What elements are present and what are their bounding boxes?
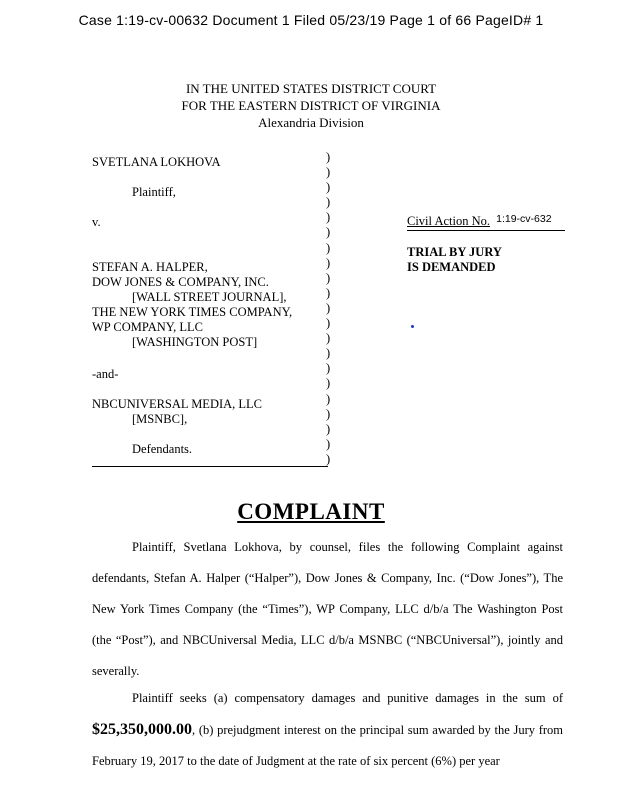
paragraph-1-text: Plaintiff, Svetlana Lokhova, by counsel, files the following Complaint against defendants, Stefan A. Halper (“Halper”), Dow Jones & Company, Inc. (“Dow Jones”), The New York Times Company (the “Times”), WP Company, LLC d/b/a The Washington Post (the “Post”), and NBCUniversal Media, LLC d/b/a MSNBC (“NBCUniversal”), jointly and severally. [92,540,563,678]
jury-demand [407,245,502,275]
versus-label: v. [92,215,101,229]
civil-action-rule [407,230,565,231]
court-district-line: FOR THE EASTERN DISTRICT OF VIRGINIA [181,98,441,113]
caption-paren: ) [326,300,331,315]
caption-paren: ) [326,376,331,391]
jury-demand-line1: TRIAL BY JURY [407,245,502,259]
caption-paren: ) [326,391,331,406]
case-header-stamp: Case 1:19-cv-00632 Document 1 Filed 05/23/19 Page 1 of 66 PageID# 1 [78,12,544,28]
paragraph-2-intro: Plaintiff seeks (a) compensatory damages and punitive damages in the sum of [132,691,563,705]
court-name-line: IN THE UNITED STATES DISTRICT COURT [185,81,437,96]
jury-demand-line2: IS DEMANDED [407,260,496,274]
plaintiff-label: Plaintiff, [132,185,176,199]
caption-bottom-rule [92,466,328,467]
defendant-wp: WP COMPANY, LLC [92,320,204,334]
caption-paren: ) [326,316,331,331]
civil-action-case-number: 1:19-cv-632 [496,213,552,225]
caption-paren: ) [326,150,331,164]
and-label: -and- [92,367,119,381]
damages-amount: $25,350,000.00 [92,721,192,738]
caption-paren: ) [326,361,331,376]
plaintiff-name: SVETLANA LOKHOVA [92,155,221,169]
court-heading [0,80,622,131]
caption-paren: ) [326,346,331,361]
defendant-wp-note: [WASHINGTON POST] [132,335,258,349]
court-division-line: Alexandria Division [258,115,364,130]
caption-paren: ) [326,421,331,436]
caption-paren: ) [326,331,331,346]
caption-paren: ) [326,406,331,421]
defendant-nbcuniversal-note: [MSNBC], [132,412,188,426]
defendant-halper: STEFAN A. HALPER, [92,260,208,274]
civil-action-label: Civil Action No. [407,214,490,228]
caption-paren: ) [326,451,331,466]
defendant-dow-jones: DOW JONES & COMPANY, INC. [92,275,269,289]
caption-paren: ) [326,180,331,195]
caption-paren: ) [326,210,331,225]
paragraph-2-rest: , (b) prejudgment interest on the principal sum awarded by the Jury from February 19, 2017 to the date of Judgment at the rate of six percent (6%) per year [92,723,563,768]
civil-action-number [407,214,552,229]
defendants-label: Defendants. [132,442,193,456]
stray-dot-mark [411,325,414,328]
document-title: COMPLAINT [237,499,385,524]
defendant-dow-jones-note: [WALL STREET JOURNAL], [132,290,287,304]
caption-paren: ) [326,240,331,255]
complaint-paragraph-1 [92,532,563,687]
caption-paren: ) [326,195,331,210]
caption-paren: ) [326,270,331,285]
defendant-nyt: THE NEW YORK TIMES COMPANY, [92,305,293,319]
caption-paren: ) [326,225,331,240]
caption-paren: ) [326,436,331,451]
caption-paren: ) [326,165,331,180]
complaint-paragraph-2 [92,683,563,777]
caption-paren-column [326,150,330,467]
caption-paren: ) [326,285,331,300]
defendant-nbcuniversal: NBCUNIVERSAL MEDIA, LLC [92,397,263,411]
caption-paren: ) [326,255,331,270]
